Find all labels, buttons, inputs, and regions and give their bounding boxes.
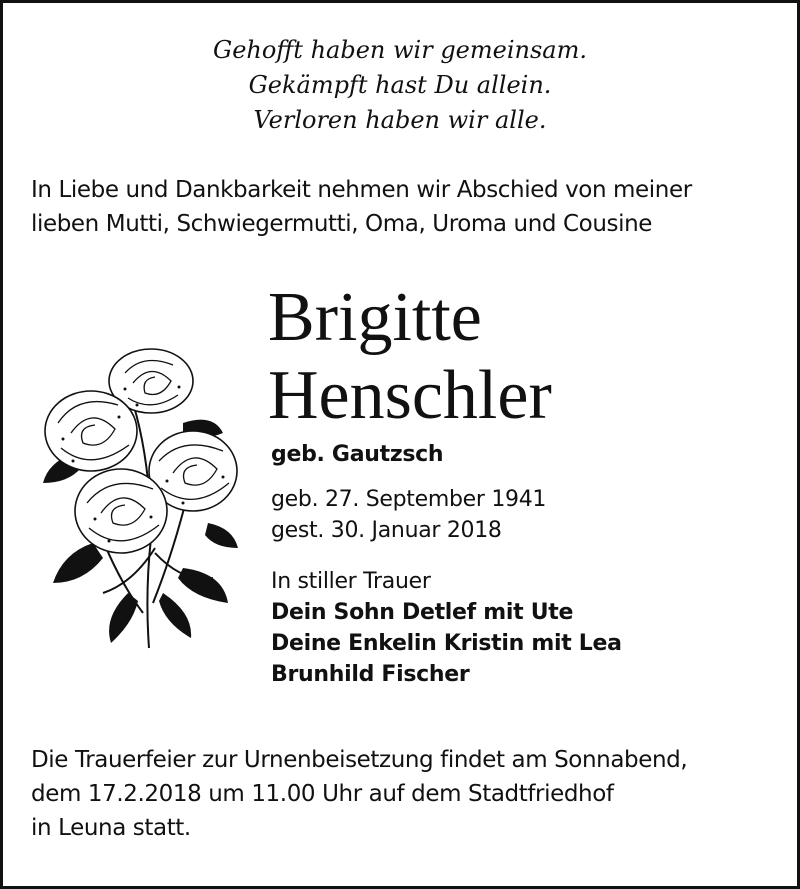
ceremony-line-1: Die Trauerfeier zur Urnenbeisetzung findet am Sonnabend,: [31, 747, 688, 773]
first-name: Brigitte: [268, 279, 482, 356]
spacer: [271, 546, 771, 566]
poem-line-2: Gekämpft hast Du allein.: [248, 71, 552, 99]
deceased-details: [271, 439, 771, 690]
mourner-name: Dein Sohn Detlef mit Ute: [271, 600, 574, 625]
mourners-heading: In stiller Trauer: [271, 569, 431, 594]
spacer: [271, 470, 771, 484]
intro-line-1: In Liebe und Dankbarkeit nehmen wir Abschied von meiner: [31, 177, 692, 203]
mourner-name: Deine Enkelin Kristin mit Lea: [271, 631, 622, 656]
roses-icon: [33, 343, 243, 653]
poem-line-3: Verloren haben wir alle.: [253, 106, 547, 134]
poem: [3, 33, 797, 138]
ceremony-line-2: dem 17.2.2018 um 11.00 Uhr auf dem Stadtfriedhof: [31, 781, 614, 807]
last-name: Henschler: [268, 357, 552, 434]
ceremony-line-3: in Leuna statt.: [31, 815, 191, 841]
poem-line-1: Gehofft haben wir gemeinsam.: [213, 36, 587, 64]
intro-line-2: lieben Mutti, Schwiegermutti, Oma, Uroma und Cousine: [31, 211, 653, 237]
intro-text: [31, 173, 791, 241]
birth-date: geb. 27. September 1941: [271, 487, 547, 512]
mourner-name: Brunhild Fischer: [271, 662, 470, 687]
death-date: gest. 30. Januar 2018: [271, 518, 502, 543]
ceremony-info: [31, 743, 791, 845]
maiden-name: geb. Gautzsch: [271, 442, 444, 467]
deceased-name: [268, 279, 552, 435]
